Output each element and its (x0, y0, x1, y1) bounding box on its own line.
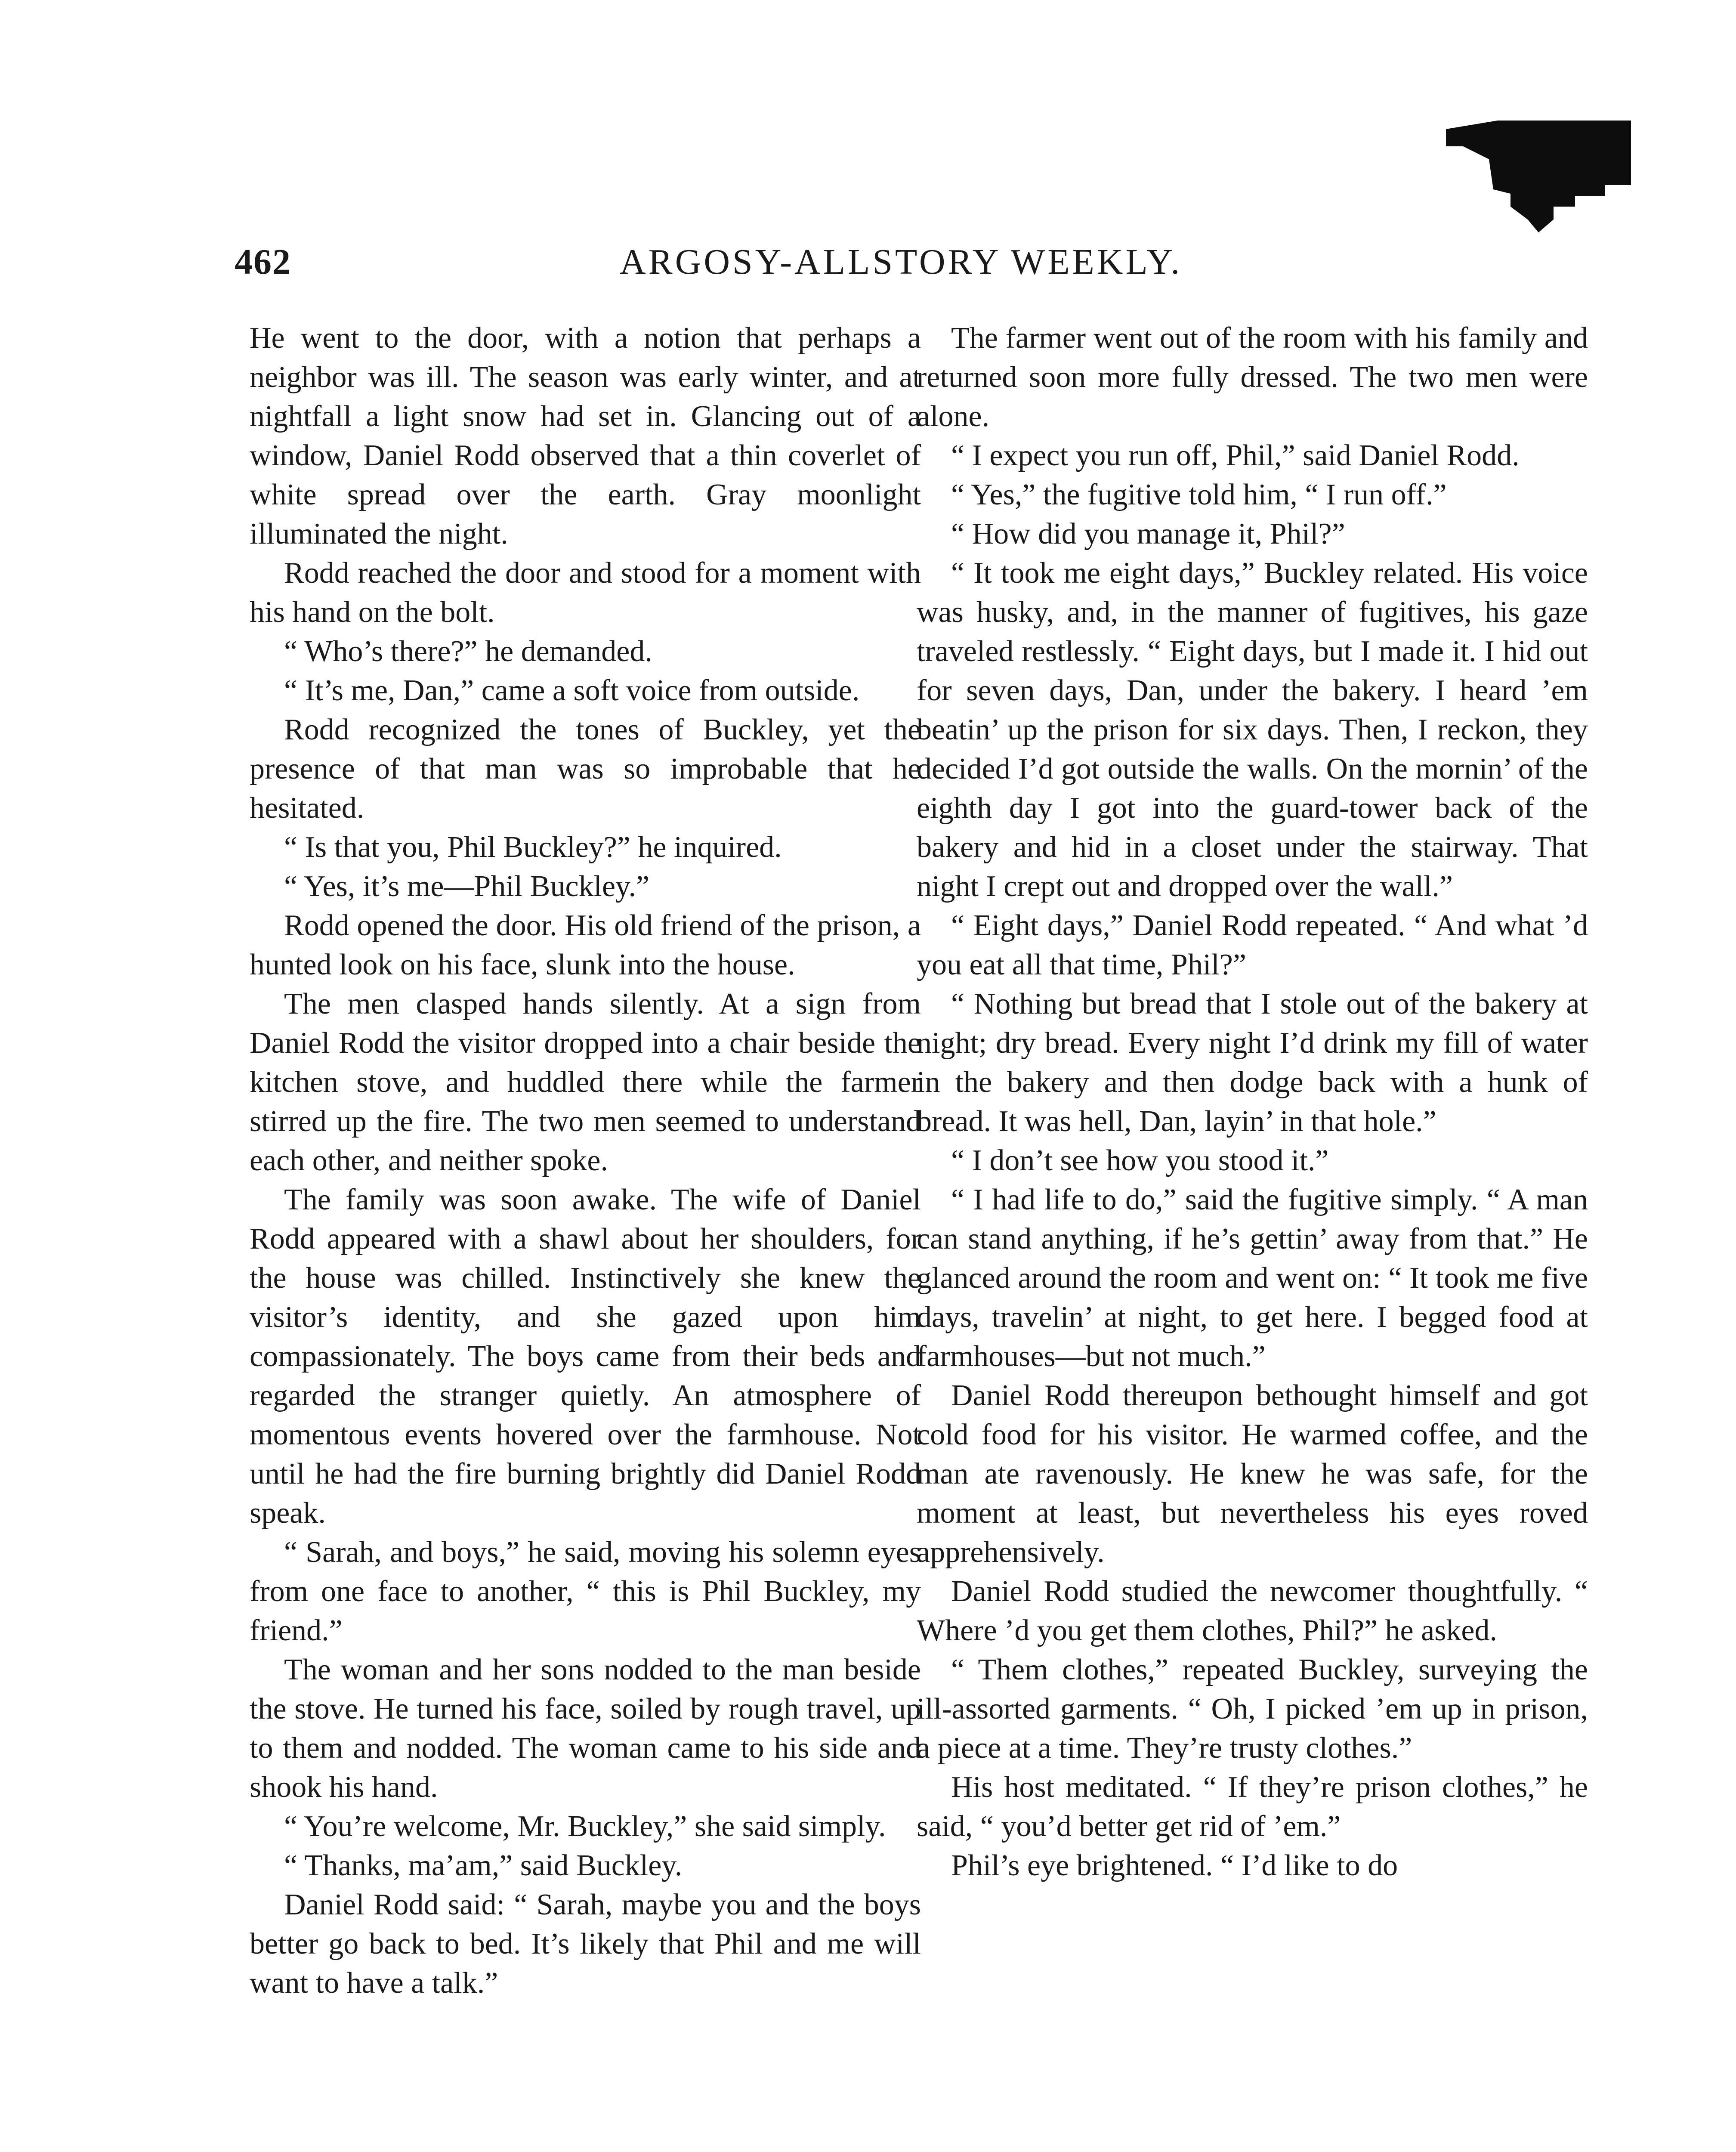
paragraph: “ Sarah, and boys,” he said, moving his solemn eyes from one face to another, “ this is Phil Buckley, my friend.” (250, 1536, 921, 1647)
paragraph: “ I don’t see how you stood it.” (951, 1144, 1329, 1177)
paragraph: “ Them clothes,” repeated Buckley, surveying the ill-assorted garments. “ Oh, I picked ’em up in prison, a piece at a time. They’re trusty clothes.” (917, 1653, 1588, 1765)
paragraph: Daniel Rodd said: “ Sarah, maybe you and the boys better go back to bed. It’s likely that Phil and me will want to have a talk.” (250, 1888, 921, 2000)
paragraph: Daniel Rodd thereupon bethought himself and got cold food for his visitor. He warmed coffee, and the man ate ravenously. He knew he was safe, for the moment at least, but nevertheless his eyes roved apprehensively. (917, 1379, 1588, 1569)
paragraph: The woman and her sons nodded to the man beside the stove. He turned his face, soiled by rough travel, up to them and nodded. The woman came to his side and shook his hand. (250, 1653, 921, 1804)
paragraph: His host meditated. “ If they’re prison clothes,” he said, “ you’d better get rid of ’em.” (917, 1771, 1588, 1843)
paragraph: “ How did you manage it, Phil?” (951, 517, 1345, 550)
paragraph: “ Is that you, Phil Buckley?” he inquired. (284, 831, 782, 864)
paragraph: Rodd opened the door. His old friend of the prison, a hunted look on his face, slunk into the house. (250, 909, 921, 981)
paragraph: Rodd recognized the tones of Buckley, yet the presence of that man was so improbable that he hesitated. (250, 713, 921, 825)
paragraph: “ You’re welcome, Mr. Buckley,” she said simply. (284, 1810, 886, 1843)
paragraph: The family was soon awake. The wife of Daniel Rodd appeared with a shawl about her shoulders, for the house was chilled. Instinctively she knew the visitor’s identity, and she gazed upon him compassionately. The boys came from their beds and regarded the stranger quietly. An atmosphere of momentous events hovered over the farmhouse. Not until he had the fire burning brightly did Daniel Rodd speak. (250, 1183, 921, 1530)
paragraph: “ Nothing but bread that I stole out of the bakery at night; dry bread. Every night I’d drink my fill of water in the bakery and then dodge back with a hunk of bread. It was hell, Dan, layin’ in that hole.” (917, 987, 1588, 1138)
left-column (250, 318, 921, 2003)
page-number: 462 (235, 242, 291, 282)
right-column (917, 318, 1588, 1885)
paragraph: Rodd reached the door and stood for a moment with his hand on the bolt. (250, 557, 921, 629)
page-header (0, 241, 1736, 297)
scan-corner-mark (1446, 121, 1631, 232)
paragraph: “ I had life to do,” said the fugitive simply. “ A man can stand anything, if he’s gettin’ away from that.” He glanced around the room and went on: “ It took me five days, travelin’ at night, to get here. I begged food at farmhouses—but not much.” (917, 1183, 1588, 1373)
paragraph: “ I expect you run off, Phil,” said Daniel Rodd. (951, 439, 1520, 472)
paragraph: “ Yes, it’s me—Phil Buckley.” (284, 870, 650, 903)
paragraph: “ Eight days,” Daniel Rodd repeated. “ And what ’d you eat all that time, Phil?” (917, 909, 1588, 981)
paragraph: Phil’s eye brightened. “ I’d like to do (951, 1849, 1398, 1882)
paragraph: “ It’s me, Dan,” came a soft voice from outside. (284, 674, 860, 707)
paragraph: “ It took me eight days,” Buckley related. His voice was husky, and, in the manner of fugitives, his gaze traveled restlessly. “ Eight days, but I made it. I hid out for seven days, Dan, under the bakery. I heard ’em beatin’ up the prison for six days. Then, I reckon, they decided I’d got outside the walls. On the mornin’ of the eighth day I got into the guard-tower back of the bakery and hid in a closet under the stairway. That night I crept out and dropped over the wall.” (917, 557, 1588, 903)
paragraph: “ Thanks, ma’am,” said Buckley. (284, 1849, 683, 1882)
paragraph: The farmer went out of the room with his family and returned soon more fully dressed. The two men were alone. (917, 322, 1588, 433)
paragraph: “ Who’s there?” he demanded. (284, 635, 652, 668)
paragraph: Daniel Rodd studied the newcomer thoughtfully. “ Where ’d you get them clothes, Phil?” he asked. (917, 1575, 1588, 1647)
running-head: ARGOSY-ALLSTORY WEEKLY. (620, 242, 1183, 282)
paragraph: “ Yes,” the fugitive told him, “ I run off.” (951, 478, 1447, 511)
paragraph: He went to the door, with a notion that perhaps a neighbor was ill. The season was early winter, and at nightfall a light snow had set in. Glancing out of a window, Daniel Rodd observed that a thin coverlet of white spread over the earth. Gray moonlight illuminated the night. (250, 322, 921, 550)
paragraph: The men clasped hands silently. At a sign from Daniel Rodd the visitor dropped into a chair beside the kitchen stove, and huddled there while the farmer stirred up the fire. The two men seemed to understand each other, and neither spoke. (250, 987, 921, 1177)
